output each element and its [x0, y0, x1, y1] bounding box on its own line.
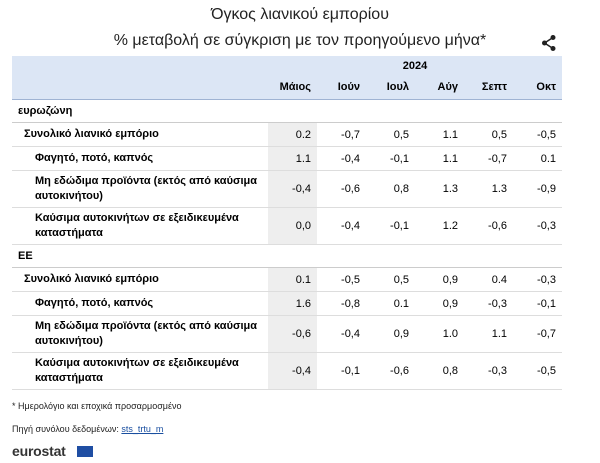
table-cell: -0,3 — [464, 292, 513, 316]
table-cell: -0,6 — [317, 171, 366, 208]
row-label: Καύσιμα αυτοκινήτων σε εξειδικευμένα καταστήματα — [12, 208, 268, 245]
table-cell: -0,4 — [317, 147, 366, 171]
table-cell: -0,1 — [366, 147, 415, 171]
table-cell: -0,7 — [513, 316, 562, 353]
row-label: Συνολικό λιανικό εμπόριο — [12, 123, 268, 147]
table-cell: 1.1 — [415, 123, 464, 147]
table-row — [12, 268, 562, 292]
table-cell: -0,3 — [513, 208, 562, 245]
table-cell: 1.3 — [415, 171, 464, 208]
table-cell: 0,5 — [366, 268, 415, 292]
table-row — [12, 171, 562, 208]
table-cell: 0,8 — [415, 353, 464, 390]
row-label: Καύσιμα αυτοκινήτων σε εξειδικευμένα καταστήματα — [12, 353, 268, 390]
table-cell: 0.1 — [513, 147, 562, 171]
row-label: Φαγητό, ποτό, καπνός — [12, 147, 268, 171]
table-cell: -0,4 — [317, 208, 366, 245]
table-row — [12, 292, 562, 316]
table-cell: 0,9 — [366, 316, 415, 353]
month-header: Σεπτ — [464, 75, 513, 100]
source-line — [12, 424, 163, 434]
table-cell: -0,1 — [513, 292, 562, 316]
table-cell: 1.1 — [268, 147, 317, 171]
share-icon[interactable] — [540, 34, 558, 52]
table-row — [12, 123, 562, 147]
table-cell: -0,8 — [317, 292, 366, 316]
table-row — [12, 147, 562, 171]
table-cell: 1.6 — [268, 292, 317, 316]
month-header: Ιουλ — [366, 75, 415, 100]
chart-subtitle: % μεταβολή σε σύγκριση με τον προηγούμενο μήνα* — [113, 32, 487, 49]
table-cell: 0.1 — [366, 292, 415, 316]
table-cell: 0.2 — [268, 123, 317, 147]
table-cell: 0,8 — [366, 171, 415, 208]
month-header: Ιούν — [317, 75, 366, 100]
table-cell: -0,4 — [268, 353, 317, 390]
year-header-row — [12, 56, 562, 75]
row-label: Μη εδώδιμα προϊόντα (εκτός από καύσιμα αυτοκινήτου) — [12, 171, 268, 208]
table-cell: -0,3 — [464, 353, 513, 390]
region-row — [12, 100, 562, 123]
table-cell: -0,3 — [513, 268, 562, 292]
table-cell: -0,6 — [366, 353, 415, 390]
month-header-row — [12, 75, 562, 100]
table-cell: 0,9 — [415, 268, 464, 292]
table-cell: -0,7 — [464, 147, 513, 171]
table-cell: 0.1 — [268, 268, 317, 292]
chart-title: Όγκος λιανικού εμπορίου — [211, 6, 389, 23]
table-cell: -0,1 — [317, 353, 366, 390]
table-row — [12, 316, 562, 353]
month-header: Οκτ — [513, 75, 562, 100]
table-cell: 0,0 — [268, 208, 317, 245]
table-cell: 0,9 — [415, 292, 464, 316]
table-cell: -0,9 — [513, 171, 562, 208]
region-row — [12, 245, 562, 268]
table-cell: -0,4 — [268, 171, 317, 208]
table-cell: -0,7 — [317, 123, 366, 147]
eurostat-logo: eurostat — [12, 443, 66, 459]
region-label: ΕΕ — [12, 245, 562, 268]
year-label: 2024 — [268, 56, 562, 75]
table-cell: -0,5 — [513, 353, 562, 390]
footnote: * Ημερολόγιο και εποχικά προσαρμοσμένο — [12, 401, 182, 411]
table-cell: -0,4 — [317, 316, 366, 353]
row-label: Φαγητό, ποτό, καπνός — [12, 292, 268, 316]
table-cell: 1.0 — [415, 316, 464, 353]
table-row — [12, 208, 562, 245]
table-cell: -0,6 — [268, 316, 317, 353]
eu-flag-icon — [77, 446, 93, 457]
table-cell: 1.2 — [415, 208, 464, 245]
source-prefix: Πηγή συνόλου δεδομένων: — [12, 424, 119, 434]
table-cell: -0,1 — [366, 208, 415, 245]
table-cell: 0,5 — [464, 123, 513, 147]
month-header: Αύγ — [415, 75, 464, 100]
table-row — [12, 353, 562, 390]
table-cell: 0.4 — [464, 268, 513, 292]
month-header: Μάιος — [268, 75, 317, 100]
table-cell: 1.1 — [415, 147, 464, 171]
table-cell: 1.3 — [464, 171, 513, 208]
row-label: Συνολικό λιανικό εμπόριο — [12, 268, 268, 292]
row-label: Μη εδώδιμα προϊόντα (εκτός από καύσιμα αυτοκινήτου) — [12, 316, 268, 353]
table-cell: -0,6 — [464, 208, 513, 245]
table-cell: -0,5 — [317, 268, 366, 292]
table-cell: 0,5 — [366, 123, 415, 147]
table-cell: 1.1 — [464, 316, 513, 353]
table-cell: -0,5 — [513, 123, 562, 147]
source-link[interactable]: sts_trtu_m — [121, 424, 164, 434]
region-label: ευρωζώνη — [12, 100, 562, 123]
data-table — [12, 56, 562, 390]
